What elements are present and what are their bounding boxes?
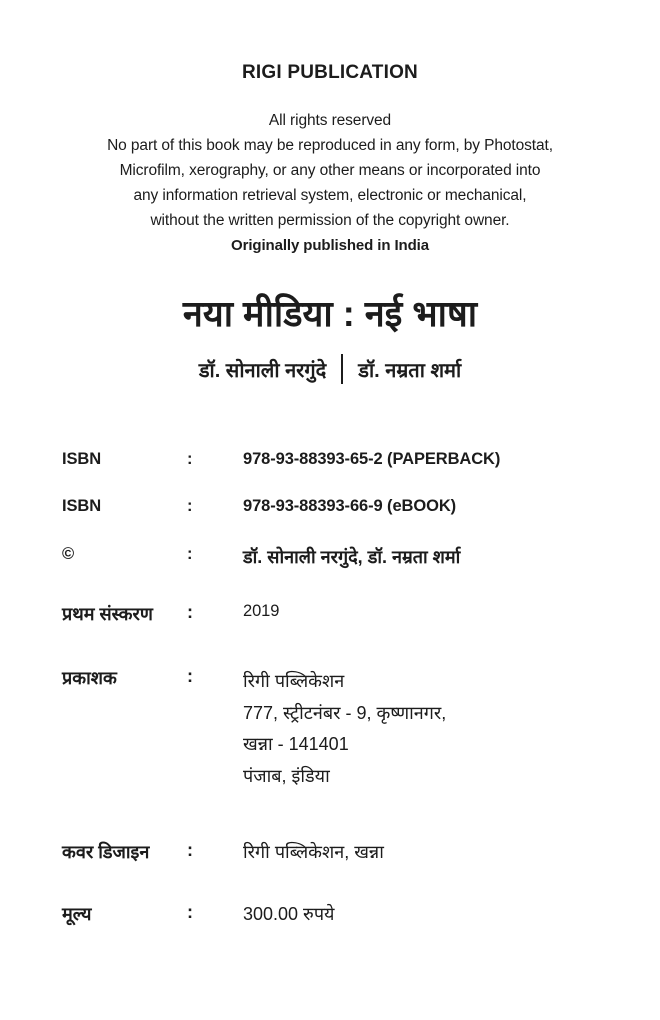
publisher-colon: : bbox=[187, 666, 193, 686]
first-edition-year: 2019 bbox=[243, 602, 280, 620]
detail-row-cover-design bbox=[62, 840, 622, 864]
publisher-address-line-2: 777, स्ट्रीटनंबर - 9, कृष्णानगर, bbox=[243, 702, 447, 723]
price-colon: : bbox=[187, 902, 193, 922]
author-name-1: डॉ. सोनाली नरगुंदे bbox=[198, 359, 327, 382]
copyright-holders: डॉ. सोनाली नरगुंदे, डॉ. नम्रता शर्मा bbox=[243, 547, 461, 567]
detail-row-copyright bbox=[62, 545, 622, 569]
price-value: 300.00 रुपये bbox=[243, 904, 335, 924]
author-separator-bar bbox=[341, 354, 343, 384]
copyright-colon: : bbox=[187, 545, 193, 563]
rights-line-1: All rights reserved bbox=[268, 112, 392, 129]
rights-line-5: without the written permission of the copyright owner. bbox=[150, 212, 510, 229]
detail-row-isbn-ebook bbox=[62, 497, 622, 516]
origin-note: Originally published in India bbox=[231, 237, 429, 254]
copyright-symbol: © bbox=[62, 545, 75, 563]
book-title: नया मीडिया : नई भाषा bbox=[182, 293, 478, 334]
rights-notice bbox=[0, 108, 660, 258]
publisher-address-line-4: पंजाब, इंडिया bbox=[243, 765, 330, 786]
first-edition-label: प्रथम संस्करण bbox=[62, 604, 153, 624]
price-label: मूल्य bbox=[62, 904, 92, 924]
detail-row-isbn-paperback bbox=[62, 450, 622, 469]
rights-line-2: No part of this book may be reproduced in any form, by Photostat, bbox=[107, 137, 553, 154]
detail-row-publisher bbox=[62, 666, 622, 792]
first-edition-colon: : bbox=[187, 602, 193, 622]
rights-line-3: Microfilm, xerography, or any other means or incorporated into bbox=[119, 162, 541, 179]
isbn-ebook-label: ISBN bbox=[62, 497, 102, 515]
rights-line-4: any information retrieval system, electronic or mechanical, bbox=[133, 187, 527, 204]
isbn-ebook-colon: : bbox=[187, 497, 193, 515]
publisher-name: RIGI PUBLICATION bbox=[242, 62, 418, 83]
cover-design-value: रिगी पब्लिकेशन, खन्ना bbox=[243, 842, 384, 862]
detail-row-price bbox=[62, 902, 622, 926]
detail-row-first-edition bbox=[62, 602, 622, 626]
publisher-address-line-1: रिगी पब्लिकेशन bbox=[243, 671, 345, 691]
authors-line bbox=[0, 354, 660, 384]
author-name-2: डॉ. नम्रता शर्मा bbox=[358, 359, 462, 382]
publisher-address-line-3: खन्ना - 141401 bbox=[243, 734, 349, 754]
publisher-label: प्रकाशक bbox=[62, 668, 117, 688]
cover-design-label: कवर डिजाइन bbox=[62, 842, 150, 862]
publisher-address bbox=[243, 666, 622, 792]
isbn-ebook-value: 978-93-88393-66-9 (eBOOK) bbox=[243, 497, 457, 515]
isbn-paperback-value: 978-93-88393-65-2 (PAPERBACK) bbox=[243, 450, 501, 468]
isbn-paperback-colon: : bbox=[187, 450, 193, 468]
isbn-paperback-label: ISBN bbox=[62, 450, 102, 468]
cover-design-colon: : bbox=[187, 840, 193, 860]
